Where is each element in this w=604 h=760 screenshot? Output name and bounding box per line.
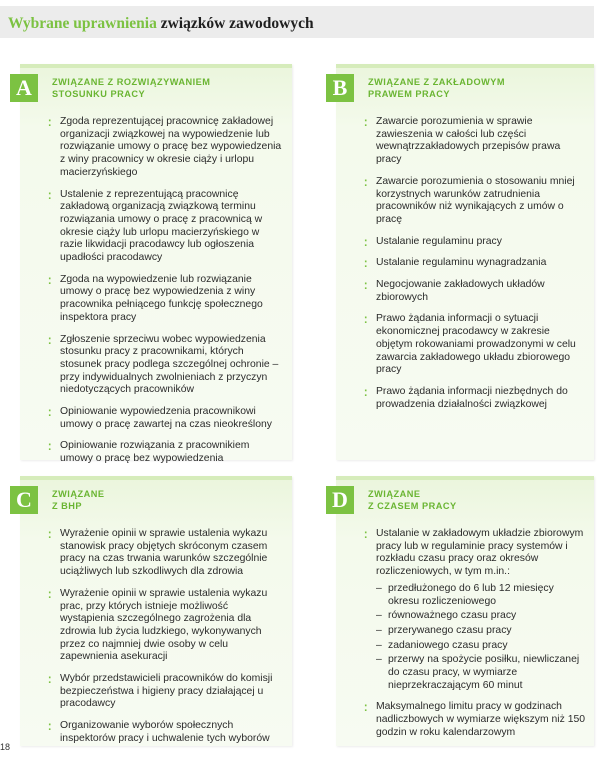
sublist-item	[376, 625, 586, 638]
dash-icon: –	[376, 582, 382, 594]
page-title	[8, 15, 314, 33]
list-item	[364, 236, 586, 249]
list-item	[48, 720, 284, 745]
list-item-text: Opiniowanie wypowiedzenia pracownikowi umowy o pracę zawartej na czas nieokreślony	[60, 406, 272, 430]
list-item-text: Zgoda na wypowiedzenie lub rozwiązanie umowy o pracę bez wypowiedzenia z winy pracownika pełniącego funkcję społecznego inspektora pracy	[60, 273, 263, 323]
list-item-text: Wyrażenie opinii w sprawie ustalenia wykazu stanowisk pracy objętych skróconym czasem pracy na czas trwania warunków szczególnie uciążliwych lub szkodliwych dla zdrowia	[60, 528, 268, 578]
list-item	[48, 189, 284, 265]
sublist-item-text: przerwy na spożycie posiłku, niewliczanej do czasu pracy, w wymiarze nieprzekraczającym 60 minut	[388, 654, 580, 691]
list-item-text: Prawo żądania informacji niezbędnych do prowadzenia działalności związkowej	[376, 385, 568, 410]
list-item	[364, 386, 586, 411]
bullet-icon: ⁚	[364, 118, 368, 128]
list-item	[48, 528, 284, 579]
card-b-title-line1: ZWIĄZANE Z ZAKŁADOWYM	[368, 77, 506, 87]
bullet-icon: ⁚	[48, 675, 52, 686]
card-d-title-line2: Z CZASEM PRACY	[368, 501, 457, 511]
card-b-letter: B	[326, 74, 354, 102]
page-title-highlight: Wybrane uprawnienia	[8, 15, 157, 32]
card-d-list	[364, 528, 586, 749]
bullet-icon: ⁚	[48, 190, 52, 201]
list-item	[364, 116, 586, 167]
list-item	[364, 313, 586, 377]
dash-icon: –	[376, 654, 382, 666]
sublist-item	[376, 583, 586, 608]
sublist-item-text: zadaniowego czasu pracy	[388, 639, 508, 651]
bullet-icon: ⁚	[48, 442, 52, 453]
bullet-icon: ⁚	[364, 703, 368, 714]
list-item	[48, 440, 284, 465]
card-b-title-line2: PRAWEM PRACY	[368, 89, 451, 99]
bullet-icon: ⁚	[48, 275, 52, 286]
card-c-letter: C	[10, 486, 38, 514]
list-item-text: Ustalenie z reprezentującą pracownicę zakładową organizacją związkową terminu rozwiązania umowy o pracę z pracownicą w okresie ciąży lub urlopu macierzyńskiego w razie likwidacji pracodawcy lub ogłoszenia upadłości pracodawcy	[60, 188, 263, 264]
card-c-title-line2: Z BHP	[52, 501, 83, 511]
sublist-item-text: równoważnego czasu pracy	[388, 610, 517, 622]
list-item-text: Prawo żądania informacji o sytuacji ekonomicznej pracodawcy w zakresie objętym rokowaniami prowadzonymi w celu zawarcia zakładowego układu zbiorowego pracy	[376, 313, 576, 376]
list-item-text: Negocjowanie zakładowych układów zbiorowych	[376, 279, 545, 303]
dash-icon: –	[376, 610, 382, 622]
dash-icon: –	[376, 624, 382, 636]
list-item-text: Zgłoszenie sprzeciwu wobec wypowiedzenia stosunku pracy z pracownikami, których stosunek pracy podlega szczególnej ochronie – przy indywidualnych zwolnieniach z przyczyn niedotyczących pracowników	[60, 333, 279, 396]
bullet-icon: ⁚	[48, 722, 52, 733]
list-item-text: Zawarcie porozumienia w sprawie zawieszenia w całości lub części wewnątrzzakładowych przepisów prawa pracy	[376, 116, 561, 166]
list-item	[364, 279, 586, 304]
list-item	[48, 673, 284, 711]
card-a-letter: A	[10, 74, 38, 102]
list-item-text: Wybór przedstawicieli pracowników do komisji bezpieczeństwa i higieny pracy działającej u pracodawcy	[60, 673, 273, 710]
list-item	[48, 406, 284, 431]
page-title-rest: związków zawodowych	[160, 15, 314, 32]
bullet-icon: ⁚	[364, 387, 368, 398]
list-item	[48, 588, 284, 664]
bullet-icon: ⁚	[364, 315, 368, 326]
dash-icon: –	[376, 639, 382, 651]
list-item-text: Maksymalnego limitu pracy w godzinach nadliczbowych w wymiarze większym niż 150 godzin w roku kalendarzowym	[376, 701, 586, 738]
card-c-title-line1: ZWIĄZANE	[52, 489, 105, 499]
card-d-title	[368, 488, 457, 512]
card-c-list	[48, 528, 284, 755]
list-item	[48, 274, 284, 325]
list-item-text: Ustalanie w zakładowym układzie zbiorowym pracy lub w regulaminie pracy systemów i rozkładu czasu pracy oraz okresów rozliczeniowych, w tym m.in.:	[376, 528, 584, 578]
list-item-text: Ustalanie regulaminu pracy	[376, 235, 502, 247]
list-item-text: Ustalanie regulaminu wynagradzania	[376, 257, 547, 269]
card-d-sublist	[376, 583, 586, 693]
sublist-item-text: przedłużonego do 6 lub 12 miesięcy okresu rozliczeniowego	[388, 582, 554, 607]
card-b-title	[368, 76, 505, 100]
list-item-text: Wyrażenie opinii w sprawie ustalenia wykazu prac, przy których istnieje możliwość wystąpienia szczególnego zagrożenia dla zdrowia lub życia ludzkiego, wykonywanych przez co najmniej dwie osoby w celu zapewnienia asekuracji	[60, 587, 268, 663]
bullet-icon: ⁚	[364, 530, 368, 540]
bullet-icon: ⁚	[48, 118, 52, 128]
bullet-icon: ⁚	[364, 177, 368, 188]
card-a-list	[48, 116, 284, 475]
list-item-text: Zgoda reprezentującej pracownicę zakładowej organizacji związkowej na wypowiedzenie lub rozwiązanie umowy o pracę bez wypowiedzenia z winy pracownicy w okresie ciąży i urlopu macierzyńskiego	[60, 116, 282, 178]
list-item	[364, 257, 586, 270]
bullet-icon: ⁚	[48, 530, 52, 540]
bullet-icon: ⁚	[48, 335, 52, 346]
list-item-text: Opiniowanie rozwiązania z pracownikiem umowy o pracę bez wypowiedzenia	[60, 440, 250, 465]
card-b-list	[364, 116, 586, 420]
card-c-title	[52, 488, 104, 512]
bullet-icon: ⁚	[364, 237, 368, 248]
list-item	[364, 701, 586, 739]
card-a-title	[52, 76, 210, 100]
sublist-item-text: przerywanego czasu pracy	[388, 624, 512, 636]
bullet-icon: ⁚	[48, 408, 52, 419]
list-item	[364, 528, 586, 692]
card-a-title-line1: ZWIĄZANE Z ROZWIĄZYWANIEM	[52, 77, 211, 87]
card-a-title-line2: STOSUNKU PRACY	[52, 89, 146, 99]
list-item-text: Organizowanie wyborów społecznych inspektorów pracy i uchwalenie tych wyborów	[60, 720, 270, 744]
bullet-icon: ⁚	[364, 281, 368, 292]
card-d-title-line1: ZWIĄZANE	[368, 489, 421, 499]
sublist-item	[376, 610, 586, 623]
page-number: 18	[0, 742, 11, 752]
bullet-icon: ⁚	[48, 589, 52, 600]
card-c	[16, 476, 292, 746]
sublist-item	[376, 654, 586, 692]
list-item	[48, 334, 284, 398]
bullet-icon: ⁚	[364, 259, 368, 270]
card-d	[332, 476, 594, 746]
list-item	[364, 176, 586, 227]
sublist-item	[376, 640, 586, 653]
list-item	[48, 116, 284, 180]
list-item-text: Zawarcie porozumienia o stosowaniu mniej korzystnych warunków zatrudnienia pracowników niż wynikających z umów o pracę	[376, 175, 575, 225]
card-b	[332, 64, 594, 460]
card-d-letter: D	[326, 486, 354, 514]
card-a	[16, 64, 292, 465]
